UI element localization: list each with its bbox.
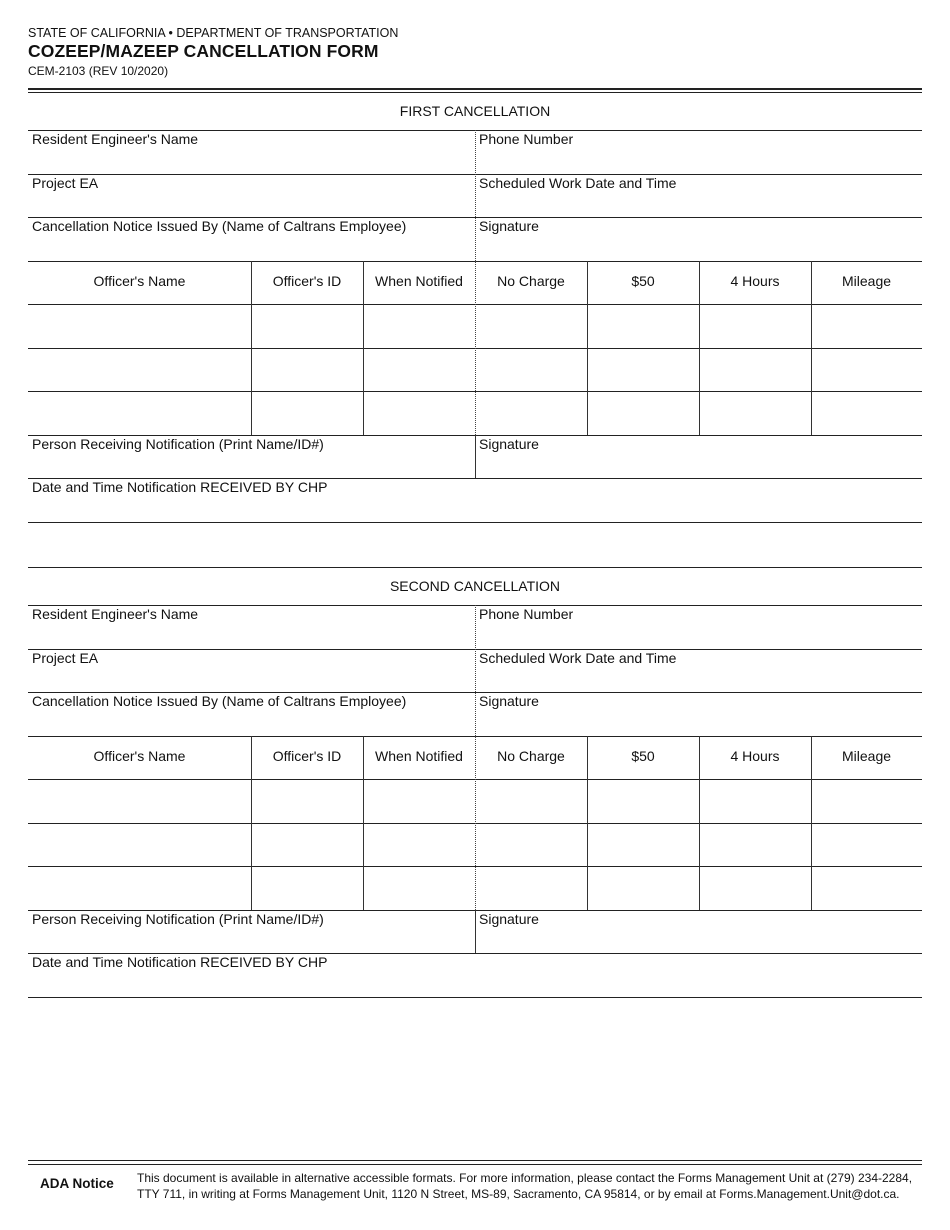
table-cell[interactable] <box>699 779 811 823</box>
table-cell[interactable] <box>363 304 475 348</box>
signature-label: Signature <box>479 218 539 234</box>
table-cell[interactable] <box>587 823 699 867</box>
table-cell[interactable] <box>699 866 811 910</box>
table-cell[interactable] <box>363 391 475 435</box>
table-cell[interactable] <box>363 348 475 392</box>
table-cell[interactable] <box>251 391 363 435</box>
section-top-rule <box>28 567 922 568</box>
phone-number-label: Phone Number <box>479 606 574 622</box>
column-header: Mileage <box>841 748 892 764</box>
table-cell[interactable] <box>587 866 699 910</box>
table-cell[interactable] <box>251 779 363 823</box>
table-cell[interactable] <box>475 866 587 910</box>
table-cell[interactable] <box>28 779 251 823</box>
column-header: Mileage <box>841 273 892 289</box>
column-header: When Notified <box>375 273 463 289</box>
column-header: 4 Hours <box>730 748 780 764</box>
table-cell[interactable] <box>699 391 811 435</box>
table-cell[interactable] <box>699 823 811 867</box>
agency-line: STATE OF CALIFORNIA • DEPARTMENT OF TRANSPORTATION <box>28 26 399 40</box>
table-cell[interactable] <box>811 304 922 348</box>
row-rule <box>28 522 922 523</box>
person-receiving-label: Person Receiving Notification (Print Name/ID#) <box>32 911 324 927</box>
table-cell[interactable] <box>587 779 699 823</box>
resident-engineer-label: Resident Engineer's Name <box>32 606 199 622</box>
table-cell[interactable] <box>363 779 475 823</box>
table-cell[interactable] <box>251 823 363 867</box>
project-ea-label: Project EA <box>32 650 99 666</box>
footer-rule-thin <box>28 1164 922 1165</box>
table-cell[interactable] <box>251 304 363 348</box>
signature-field[interactable] <box>475 217 922 261</box>
resident-engineer-label: Resident Engineer's Name <box>32 131 199 147</box>
table-cell[interactable] <box>251 348 363 392</box>
table-cell[interactable] <box>251 866 363 910</box>
column-header: Officer's Name <box>93 273 186 289</box>
form-title: COZEEP/MAZEEP CANCELLATION FORM <box>28 41 379 61</box>
table-cell[interactable] <box>475 348 587 392</box>
section-title: FIRST CANCELLATION <box>399 103 551 119</box>
table-cell[interactable] <box>587 391 699 435</box>
column-header: Officer's Name <box>93 748 186 764</box>
phone-number-label: Phone Number <box>479 131 574 147</box>
table-cell[interactable] <box>475 304 587 348</box>
header-rule <box>28 88 922 90</box>
table-cell[interactable] <box>28 304 251 348</box>
received-by-chp-label: Date and Time Notification RECEIVED BY CHP <box>32 479 328 495</box>
ada-notice-line-2: TTY 711, in writing at Forms Management Unit, 1120 N Street, MS-89, Sacramento, CA 95814, or by email at Forms.Management.Unit@dot.ca. <box>137 1187 900 1201</box>
column-header: Officer's ID <box>272 273 342 289</box>
table-cell[interactable] <box>811 823 922 867</box>
column-header: When Notified <box>375 748 463 764</box>
table-cell[interactable] <box>28 391 251 435</box>
receiver-signature-label: Signature <box>479 911 539 927</box>
table-cell[interactable] <box>811 779 922 823</box>
scheduled-work-label: Scheduled Work Date and Time <box>479 650 677 666</box>
table-cell[interactable] <box>587 304 699 348</box>
table-cell[interactable] <box>811 866 922 910</box>
table-cell[interactable] <box>699 304 811 348</box>
table-cell[interactable] <box>587 348 699 392</box>
footer-rule <box>28 1160 922 1161</box>
signature-label: Signature <box>479 693 539 709</box>
table-cell[interactable] <box>28 348 251 392</box>
column-header: 4 Hours <box>730 273 780 289</box>
table-cell[interactable] <box>699 348 811 392</box>
table-cell[interactable] <box>475 823 587 867</box>
table-cell[interactable] <box>475 779 587 823</box>
table-cell[interactable] <box>28 866 251 910</box>
received-by-chp-label: Date and Time Notification RECEIVED BY CHP <box>32 954 328 970</box>
table-cell[interactable] <box>363 823 475 867</box>
receiver-signature-field[interactable] <box>475 910 922 954</box>
person-receiving-label: Person Receiving Notification (Print Name/ID#) <box>32 436 324 452</box>
column-header: No Charge <box>497 748 565 764</box>
receiver-signature-field[interactable] <box>475 435 922 479</box>
project-ea-label: Project EA <box>32 175 99 191</box>
scheduled-work-label: Scheduled Work Date and Time <box>479 175 677 191</box>
table-cell[interactable] <box>811 348 922 392</box>
ada-notice-line-1: This document is available in alternative accessible formats. For more information, please contact the Forms Management Unit at (279) 234-2284, <box>137 1171 913 1185</box>
table-cell[interactable] <box>811 391 922 435</box>
header-rule-thin <box>28 92 922 93</box>
table-cell[interactable] <box>363 866 475 910</box>
ada-notice-label: ADA Notice <box>40 1176 114 1191</box>
section-title: SECOND CANCELLATION <box>389 578 561 594</box>
column-header: $50 <box>631 273 655 289</box>
column-header: No Charge <box>497 273 565 289</box>
receiver-signature-label: Signature <box>479 436 539 452</box>
signature-field[interactable] <box>475 692 922 736</box>
column-header: $50 <box>631 748 655 764</box>
ada-notice-text <box>137 1170 927 1202</box>
issued-by-label: Cancellation Notice Issued By (Name of Caltrans Employee) <box>32 693 407 709</box>
table-cell[interactable] <box>475 391 587 435</box>
column-header: Officer's ID <box>272 748 342 764</box>
issued-by-label: Cancellation Notice Issued By (Name of Caltrans Employee) <box>32 218 407 234</box>
form-number: CEM-2103 (REV 10/2020) <box>28 64 169 78</box>
table-cell[interactable] <box>28 823 251 867</box>
row-rule <box>28 997 922 998</box>
